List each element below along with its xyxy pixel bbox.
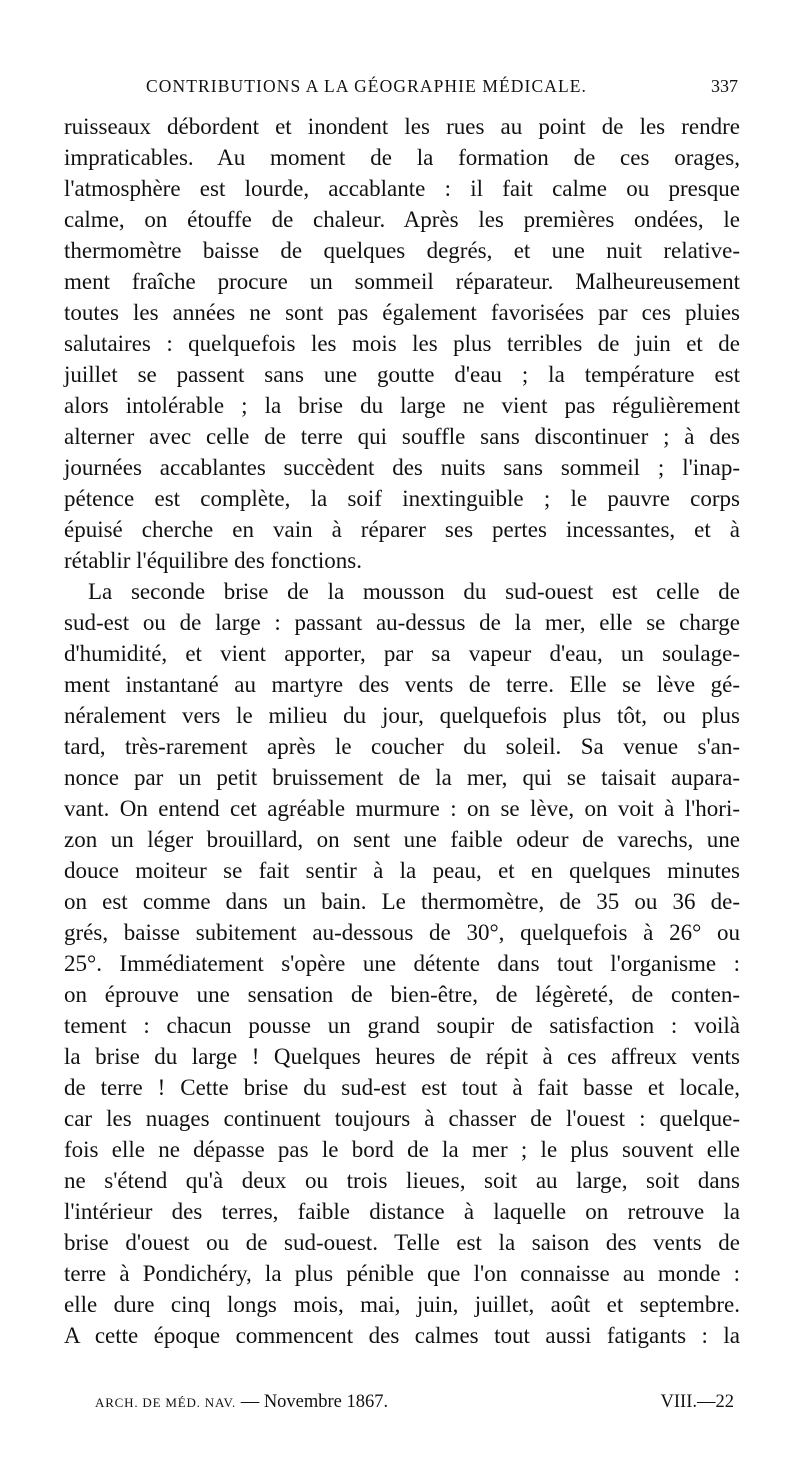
text-line: néralement vers le milieu du jour, quelquefois plus tôt, ou plus: [64, 703, 740, 728]
text-line: terre à Pondichéry, la plus pénible que l'on connaisse au monde :: [64, 1261, 740, 1286]
paragraph-1: [64, 111, 740, 576]
text-line: fois elle ne dépasse pas le bord de la mer ; le plus souvent elle: [64, 1137, 740, 1162]
text-line: ment instantané au martyre des vents de terre. Elle se lève gé-: [64, 672, 740, 697]
text-line: ne s'étend qu'à deux ou trois lieues, soit au large, soit dans: [64, 1168, 740, 1193]
text-line: nonce par un petit bruissement de la mer, qui se taisait aupara-: [64, 765, 740, 790]
text-line: La seconde brise de la mousson du sud-ouest est celle de: [88, 579, 740, 604]
text-line: la brise du large ! Quelques heures de répit à ces affreux vents: [64, 1044, 740, 1069]
text-line: calme, on étouffe de chaleur. Après les premières ondées, le: [64, 207, 740, 232]
text-line: brise d'ouest ou de sud-ouest. Telle est la saison des vents de: [64, 1230, 740, 1255]
text-line: on éprouve une sensation de bien-être, de légèreté, de conten-: [64, 982, 740, 1007]
page-number: 337: [711, 76, 738, 96]
text-line: de terre ! Cette brise du sud-est est tout à fait basse et locale,: [64, 1075, 740, 1100]
text-line: A cette époque commencent des calmes tout aussi fatigants : la: [64, 1323, 740, 1348]
text-line: car les nuages continuent toujours à chasser de l'ouest : quelque-: [64, 1106, 740, 1131]
paragraph-2: [64, 576, 740, 1351]
text-line: douce moiteur se fait sentir à la peau, et en quelques minutes: [64, 858, 740, 883]
text-line: journées accablantes succèdent des nuits sans sommeil ; l'inap-: [64, 455, 740, 480]
running-head: [100, 76, 740, 102]
text-line: thermomètre baisse de quelques degrés, et une nuit relative-: [64, 238, 740, 263]
text-line: l'intérieur des terres, faible distance à laquelle on retrouve la: [64, 1199, 740, 1224]
page-footer: [95, 1392, 740, 1416]
text-line: pétence est complète, la soif inextinguible ; le pauvre corps: [64, 486, 740, 511]
text-line: elle dure cinq longs mois, mai, juin, juillet, août et septembre.: [64, 1292, 740, 1317]
text-line: salutaires : quelquefois les mois les plus terribles de juin et de: [64, 331, 740, 356]
text-line: ruisseaux débordent et inondent les rues au point de les rendre: [64, 114, 740, 139]
text-line: épuisé cherche en vain à réparer ses pertes incessantes, et à: [64, 517, 740, 542]
text-line: grés, baisse subitement au-dessous de 30°, quelquefois à 26° ou: [64, 920, 740, 945]
text-line: 25°. Immédiatement s'opère une détente dans tout l'organisme :: [64, 951, 740, 976]
text-line: d'humidité, et vient apporter, par sa vapeur d'eau, un soulage-: [64, 641, 740, 666]
text-line: sud-est ou de large : passant au-dessus de la mer, elle se charge: [64, 610, 740, 635]
text-line: tard, très-rarement après le coucher du soleil. Sa venue s'an-: [64, 734, 740, 759]
footer-source: [95, 1392, 388, 1413]
text-line: zon un léger brouillard, on sent une faible odeur de varechs, une: [64, 827, 740, 852]
text-line: juillet se passent sans une goutte d'eau ; la température est: [64, 362, 740, 387]
footer-separator: —: [240, 1392, 260, 1412]
journal-abbreviation: ARCH. DE MÉD. NAV.: [95, 1395, 237, 1410]
text-line: on est comme dans un bain. Le thermomètre, de 35 ou 36 de-: [64, 889, 740, 914]
text-line: impraticables. Au moment de la formation de ces orages,: [64, 145, 740, 170]
running-title: CONTRIBUTIONS A LA GÉOGRAPHIE MÉDICALE.: [146, 76, 588, 96]
signature-mark: VIII.—22: [660, 1392, 734, 1412]
issue-date: Novembre 1867.: [263, 1392, 389, 1412]
text-line: ment fraîche procure un sommeil réparateur. Malheureusement: [64, 269, 740, 294]
text-line: alors intolérable ; la brise du large ne vient pas régulièrement: [64, 393, 740, 418]
text-line: alterner avec celle de terre qui souffle sans discontinuer ; à des: [64, 424, 740, 449]
body-text: [64, 111, 740, 1351]
text-line: l'atmosphère est lourde, accablante : il fait calme ou presque: [64, 176, 740, 201]
text-line: toutes les années ne sont pas également favorisées par ces pluies: [64, 300, 740, 325]
text-line: vant. On entend cet agréable murmure : on se lève, on voit à l'hori-: [64, 796, 740, 821]
text-line: rétablir l'équilibre des fonctions.: [64, 548, 362, 573]
text-line: tement : chacun pousse un grand soupir de satisfaction : voilà: [64, 1013, 740, 1038]
